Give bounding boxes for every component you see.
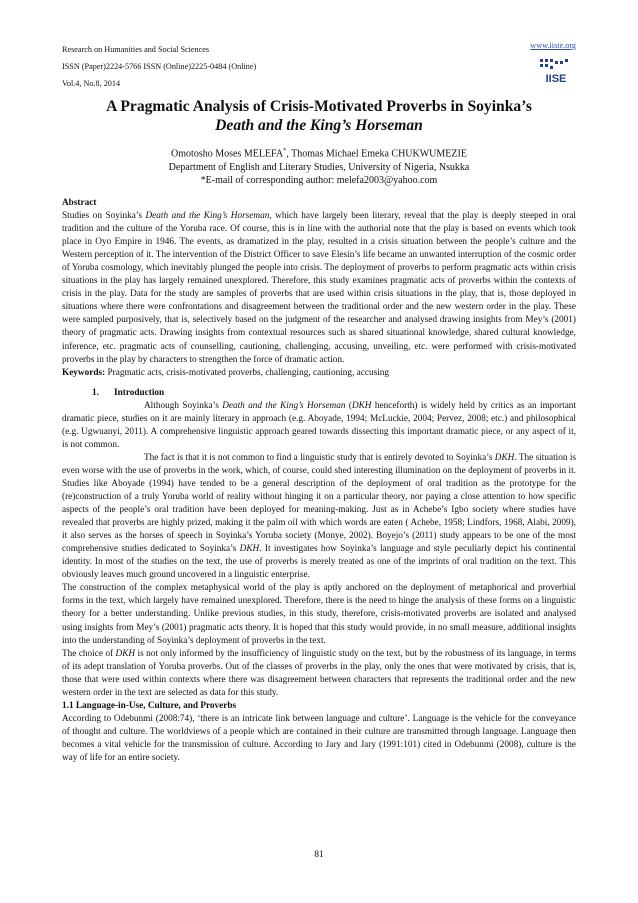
intro-paragraph-3: The construction of the complex metaphysical world of the play is aptly anchored on the deployment of metaphorical and proverbial forms in the text, which largely have remained unexplored. Therefore, there is the need to hinge the analysis of these forms on a linguistic theory for a better understanding. Unlike previous studies, in this study, therefore, crisis-motivated proverbs are isolated and analysed using insights from Mey’s (2001) pragmatic acts theory. It is hoped that this study would provide, in no small measure, additional insights into the understanding of Soyinka’s deployment of proverbs in the text. — [62, 583, 576, 646]
page-number: 81 — [314, 850, 324, 860]
intro-paragraph-4: The choice of DKH is not only informed by the insufficiency of linguistic study on the text, but by the robustness of its language, in terms of its adept translation of Yoruba proverbs. Out of the classes of proverbs in the play, only the ones that were motivated by crisis, that is, those that were used within contexts where there was disagreement between characters that represents the traditional order and the new western order in the text are selected as data for this study. — [62, 648, 576, 698]
author-email: *E-mail of corresponding author: melefa2003@yahoo.com — [200, 175, 438, 187]
title-line-2: Death and the King’s Horseman — [215, 117, 423, 134]
journal-header — [62, 41, 256, 92]
journal-website-link[interactable]: www.iiste.org — [530, 41, 576, 50]
paper-title — [62, 97, 576, 135]
author-affiliation: Department of English and Literary Studies, University of Nigeria, Nsukka — [168, 161, 470, 173]
intro-paragraph-1: Although Soyinka’s Death and the King’s Horseman (DKH henceforth) is widely held by critics as an important dramatic piece, studies on it are mainly literary in approach (e.g. Aboyade, 1994; McLuckie, 2004; Pervez, 2008; etc.) and philosophical (e.g. Ugwuanyi, 2011). A comprehensive linguistic approach geared towards dissecting this important dramatic piece, or any aspect of it, is not common. — [62, 400, 576, 450]
title-line-1: A Pragmatic Analysis of Crisis-Motivated Proverbs in Soyinka’s — [106, 98, 532, 115]
iiste-logo-icon — [536, 57, 576, 87]
subsection-heading: 1.1 Language-in-Use, Culture, and Proverbs — [62, 700, 237, 711]
intro-paragraph-2: The fact is that it is not common to find a linguistic study that is entirely devoted to Soyinka’s DKH. The situation is even worse with the use of proverbs in the work, which, of course, could shed interesting illumination on the deployment of proverbs in it. Studies like Aboyade (1994) have tended to be a general description of the deployment of oral tradition as the prototype for the (re)construction of a truly Yoruba world of reality without hinging it on a particular theory, nor paying a close attention to how specific aspects of the people’s oral tradition have been deployed for meaning-making. Just as in Achebe’s Igbo society where studies have revealed that proverbs are highly prized, making it the palm oil with which words are eaten ( Achebe, 1958; Lindfors, 1968, Alabi, 2009), it also serves as the horses of speech in Soyinka’s Yoruba society (Monye, 2002). Boyejo’s (2011) study appears to be one of the most comprehensive studies dedicated to Soyinka’s DKH. It investigates how Soyinka’s language and style peculiarly depict his continental identity. In most of the studies on the text, the use of proverbs is merely treated as one of the imprints of oral tradition on the text. This obviously leaves much ground uncovered in a linguistic enterprise. — [62, 452, 577, 581]
abstract-text: Studies on Soyinka’s Death and the King’s Horseman, which have largely been literary, reveal that the play is deeply steeped in oral tradition and the culture of the Yoruba race. Of course, this is in line with the authorial note that the play is based on events which took place in Oyo Empire in 1946. The events, as dramatized in the play, resulted in a crisis situation between the people’s culture and the Western perception of it. The intervention of the District Officer to save Elesin’s life became an unwanted interruption of the cosmic order of Yoruba cosmology, which inevitably plunged the people into crisis. The deployment of proverbs to perform pragmatic acts within crisis situations in the play has largely remained unexplored. Therefore, this study examines pragmatic acts of proverbs within the contexts of crisis in the play. Data for the study are samples of proverbs that are used within crisis situations in the play, that is, those deployed in situations where there were confrontations and disagreement between the traditional order and the new western order in the play. These were sampled purposively, that is, selectively based on the judgment of the researcher and analysed drawing insights from Mey’s (2001) theory of pragmatic acts. Drawing insights from contextual resources such as shared situational knowledge, shared cultural knowledge, inference, etc. pragmatic acts of counselling, cautioning, challenging, accusing, unveiling, etc. were performed with crisis-motivated proverbs in the play by characters to strengthen the force of dramatic action. — [62, 211, 576, 365]
logo-text: IISE — [545, 73, 567, 85]
author-names: Omotosho Moses MELEFA*, Thomas Michael Emeka CHUKWUMEZIE — [171, 147, 467, 160]
journal-name: Research on Humanities and Social Sciences — [62, 45, 210, 54]
journal-issn: ISSN (Paper)2224-5766 ISSN (Online)2225-0484 (Online) — [62, 62, 257, 71]
abstract-heading: Abstract — [62, 198, 97, 208]
paper-body — [62, 197, 576, 765]
journal-volume: Vol.4, No.8, 2014 — [62, 79, 121, 88]
subsection-paragraph-1: According to Odebunmi (2008:74), ‘there is an intricate link between language and culture’. Language is the vehicle for the conveyance of thought and culture. The worldviews of a people which are contained in their culture are transmitted through language. Language then becomes a vital vehicle for the transmission of culture. According to Jary and Jary (1991:101) cited in Odebunmi (2008), culture is the way of life for an entire society. — [62, 713, 576, 763]
section-heading-introduction: 1. Introduction — [92, 387, 165, 398]
author-block — [62, 144, 576, 188]
keywords: Keywords: Pragmatic acts, crisis-motivated proverbs, challenging, cautioning, accusing — [62, 367, 390, 378]
